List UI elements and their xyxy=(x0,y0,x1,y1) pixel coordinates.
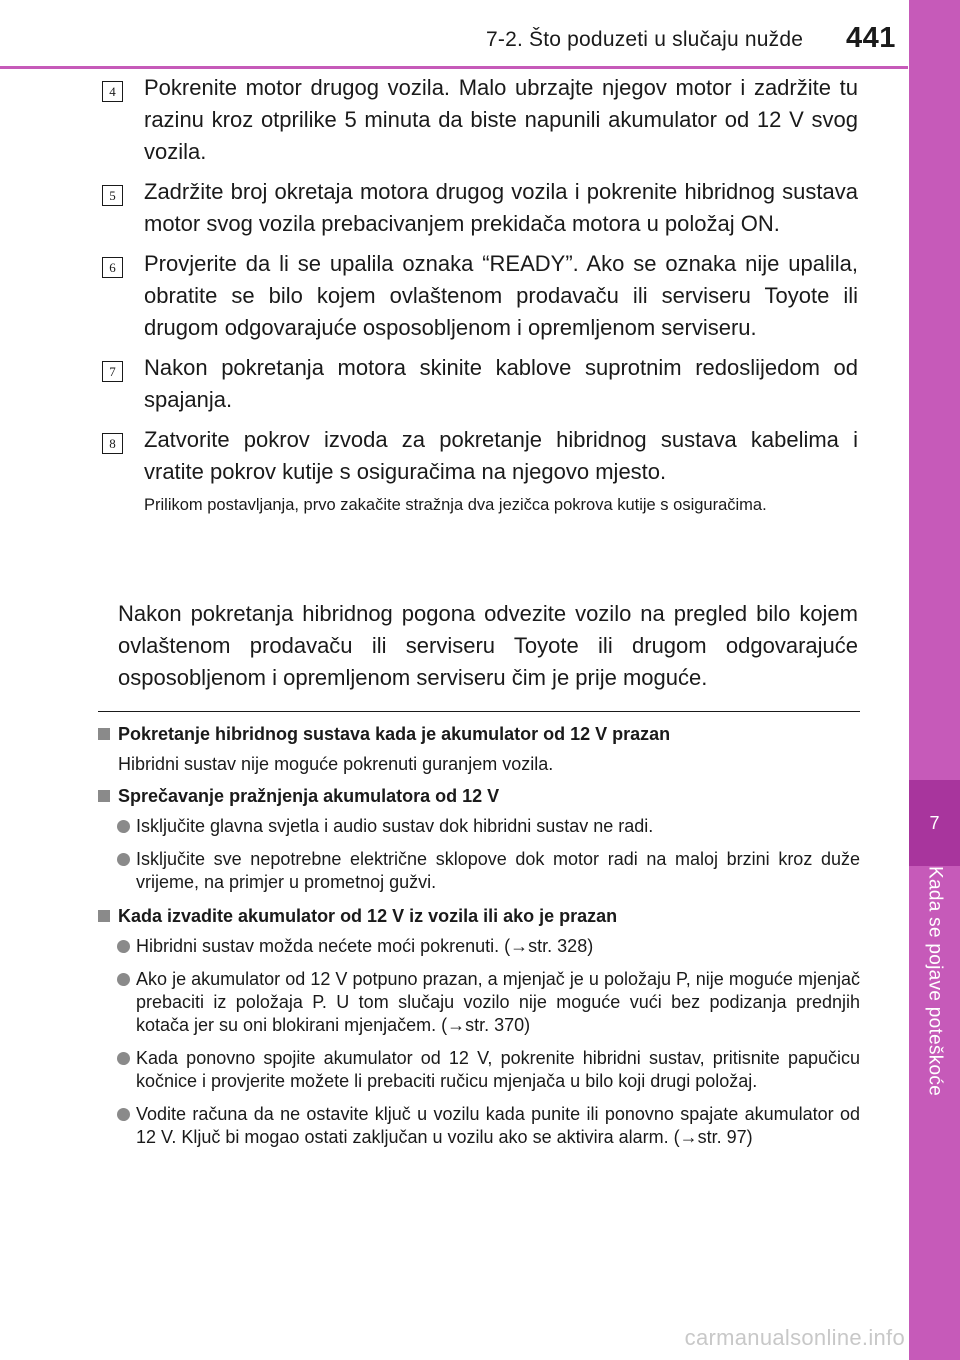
step-text: Nakon pokretanja motora skinite kablove suprotnim redoslijedom od spajanja. xyxy=(144,355,858,412)
bullet-item xyxy=(98,848,860,894)
section-divider xyxy=(98,711,860,712)
bullet-text: Vodite računa da ne ostavite ključ u vozilu kada punite ili ponovno spajate akumulator od 12 V. Ključ bi mogao ostati zaključan u vozilu ako se aktivira alarm. (→str. 97) xyxy=(136,1104,860,1147)
round-bullet-icon xyxy=(117,1108,130,1121)
step-5 xyxy=(102,175,858,240)
step-6 xyxy=(102,247,858,344)
note-heading xyxy=(98,722,860,746)
step-number-box: 7 xyxy=(102,361,123,382)
step-text: Pokrenite motor drugog vozila. Malo ubrzajte njegov motor i zadržite tu razinu kroz otprilike 5 minuta da biste napunili akumulator od 12 V svog vozila. xyxy=(144,75,858,164)
square-bullet-icon xyxy=(98,728,110,740)
bullet-item xyxy=(98,968,860,1037)
bullet-text: Hibridni sustav možda nećete moći pokrenuti. (→str. 328) xyxy=(136,936,594,956)
bullet-item xyxy=(98,1103,860,1149)
bullet-text: Isključite glavna svjetla i audio sustav dok hibridni sustav ne radi. xyxy=(136,816,654,836)
step-number-box: 8 xyxy=(102,433,123,454)
chapter-name-text: Kada se pojave poteškoće xyxy=(924,866,946,1097)
step-text: Zadržite broj okretaja motora drugog vozila i pokrenite hibridnog sustava motor svog vozila prebacivanjem prekidača motora u položaj ON. xyxy=(144,179,858,236)
bullet-item xyxy=(98,1047,860,1093)
closing-paragraph: Nakon pokretanja hibridnog pogona odvezite vozilo na pregled bilo kojem ovlaštenom prodavaču ili serviseru Toyote ili drugom odgovarajuće osposobljenom i opremljenom serviseru čim je prije moguće. xyxy=(118,601,858,690)
bullet-item xyxy=(98,935,860,958)
square-bullet-icon xyxy=(98,910,110,922)
step-number-box: 4 xyxy=(102,81,123,102)
notes-section xyxy=(98,722,860,1159)
step-text: Zatvorite pokrov izvoda za pokretanje hibridnog sustava kabelima i vratite pokrov kutije s osiguračima na njegovo mjesto. xyxy=(144,427,858,484)
round-bullet-icon xyxy=(117,1052,130,1065)
section-title: 7-2. Što poduzeti u slučaju nužde xyxy=(486,28,804,51)
round-bullet-icon xyxy=(117,940,130,953)
bullet-text: Ako je akumulator od 12 V potpuno prazan, a mjenjač je u položaju P, nije moguće mjenjač prebaciti iz položaja P. U tom slučaju vozilo nije moguće vući bez podizanja prednjih kotača jer su oni blokirani mjenjačem. (→str. 370) xyxy=(136,969,860,1035)
bullet-text: Isključite sve nepotrebne električne sklopove dok motor radi na maloj brzini kroz duže vrijeme, na primjer u prometnoj gužvi. xyxy=(136,849,860,892)
bullet-text: Kada ponovno spojite akumulator od 12 V, pokrenite hibridni sustav, pritisnite papučicu kočnice i provjerite možete li prebaciti ručicu mjenjača u bilo koji drugi položaj. xyxy=(136,1048,860,1091)
chapter-side-tab xyxy=(909,0,960,1360)
round-bullet-icon xyxy=(117,853,130,866)
note-heading xyxy=(98,784,860,808)
square-bullet-icon xyxy=(98,790,110,802)
step-text: Provjerite da li se upalila oznaka “READY”. Ako se oznaka nije upalila, obratite se bilo kojem ovlaštenom prodavaču ili serviseru Toyote ili drugom odgovarajuće osposobljenom i opremljenom serviseru. xyxy=(144,251,858,340)
note-paragraph: Hibridni sustav nije moguće pokrenuti guranjem vozila. xyxy=(118,754,554,774)
bullet-item xyxy=(98,815,860,838)
watermark: carmanualsonline.info xyxy=(684,1325,905,1350)
round-bullet-icon xyxy=(117,820,130,833)
chapter-number: 7 xyxy=(909,780,960,866)
note-heading-text: Pokretanje hibridnog sustava kada je akumulator od 12 V prazan xyxy=(118,724,671,744)
step-4 xyxy=(102,71,858,168)
procedure-steps xyxy=(102,71,858,526)
step-note: Prilikom postavljanja, prvo zakačite stražnja dva jezičca pokrova kutije s osiguračima. xyxy=(144,496,767,514)
round-bullet-icon xyxy=(117,973,130,986)
chapter-name xyxy=(909,866,960,1126)
note-heading-text: Sprečavanje pražnjenja akumulatora od 12 V xyxy=(118,786,500,806)
header-rule xyxy=(0,66,908,69)
note-heading xyxy=(98,904,860,928)
note-heading-text: Kada izvadite akumulator od 12 V iz vozila ili ako je prazan xyxy=(118,906,618,926)
step-number-box: 6 xyxy=(102,257,123,278)
step-7 xyxy=(102,351,858,416)
page-number: 441 xyxy=(846,22,896,54)
step-8 xyxy=(102,423,858,516)
step-number-box: 5 xyxy=(102,185,123,206)
